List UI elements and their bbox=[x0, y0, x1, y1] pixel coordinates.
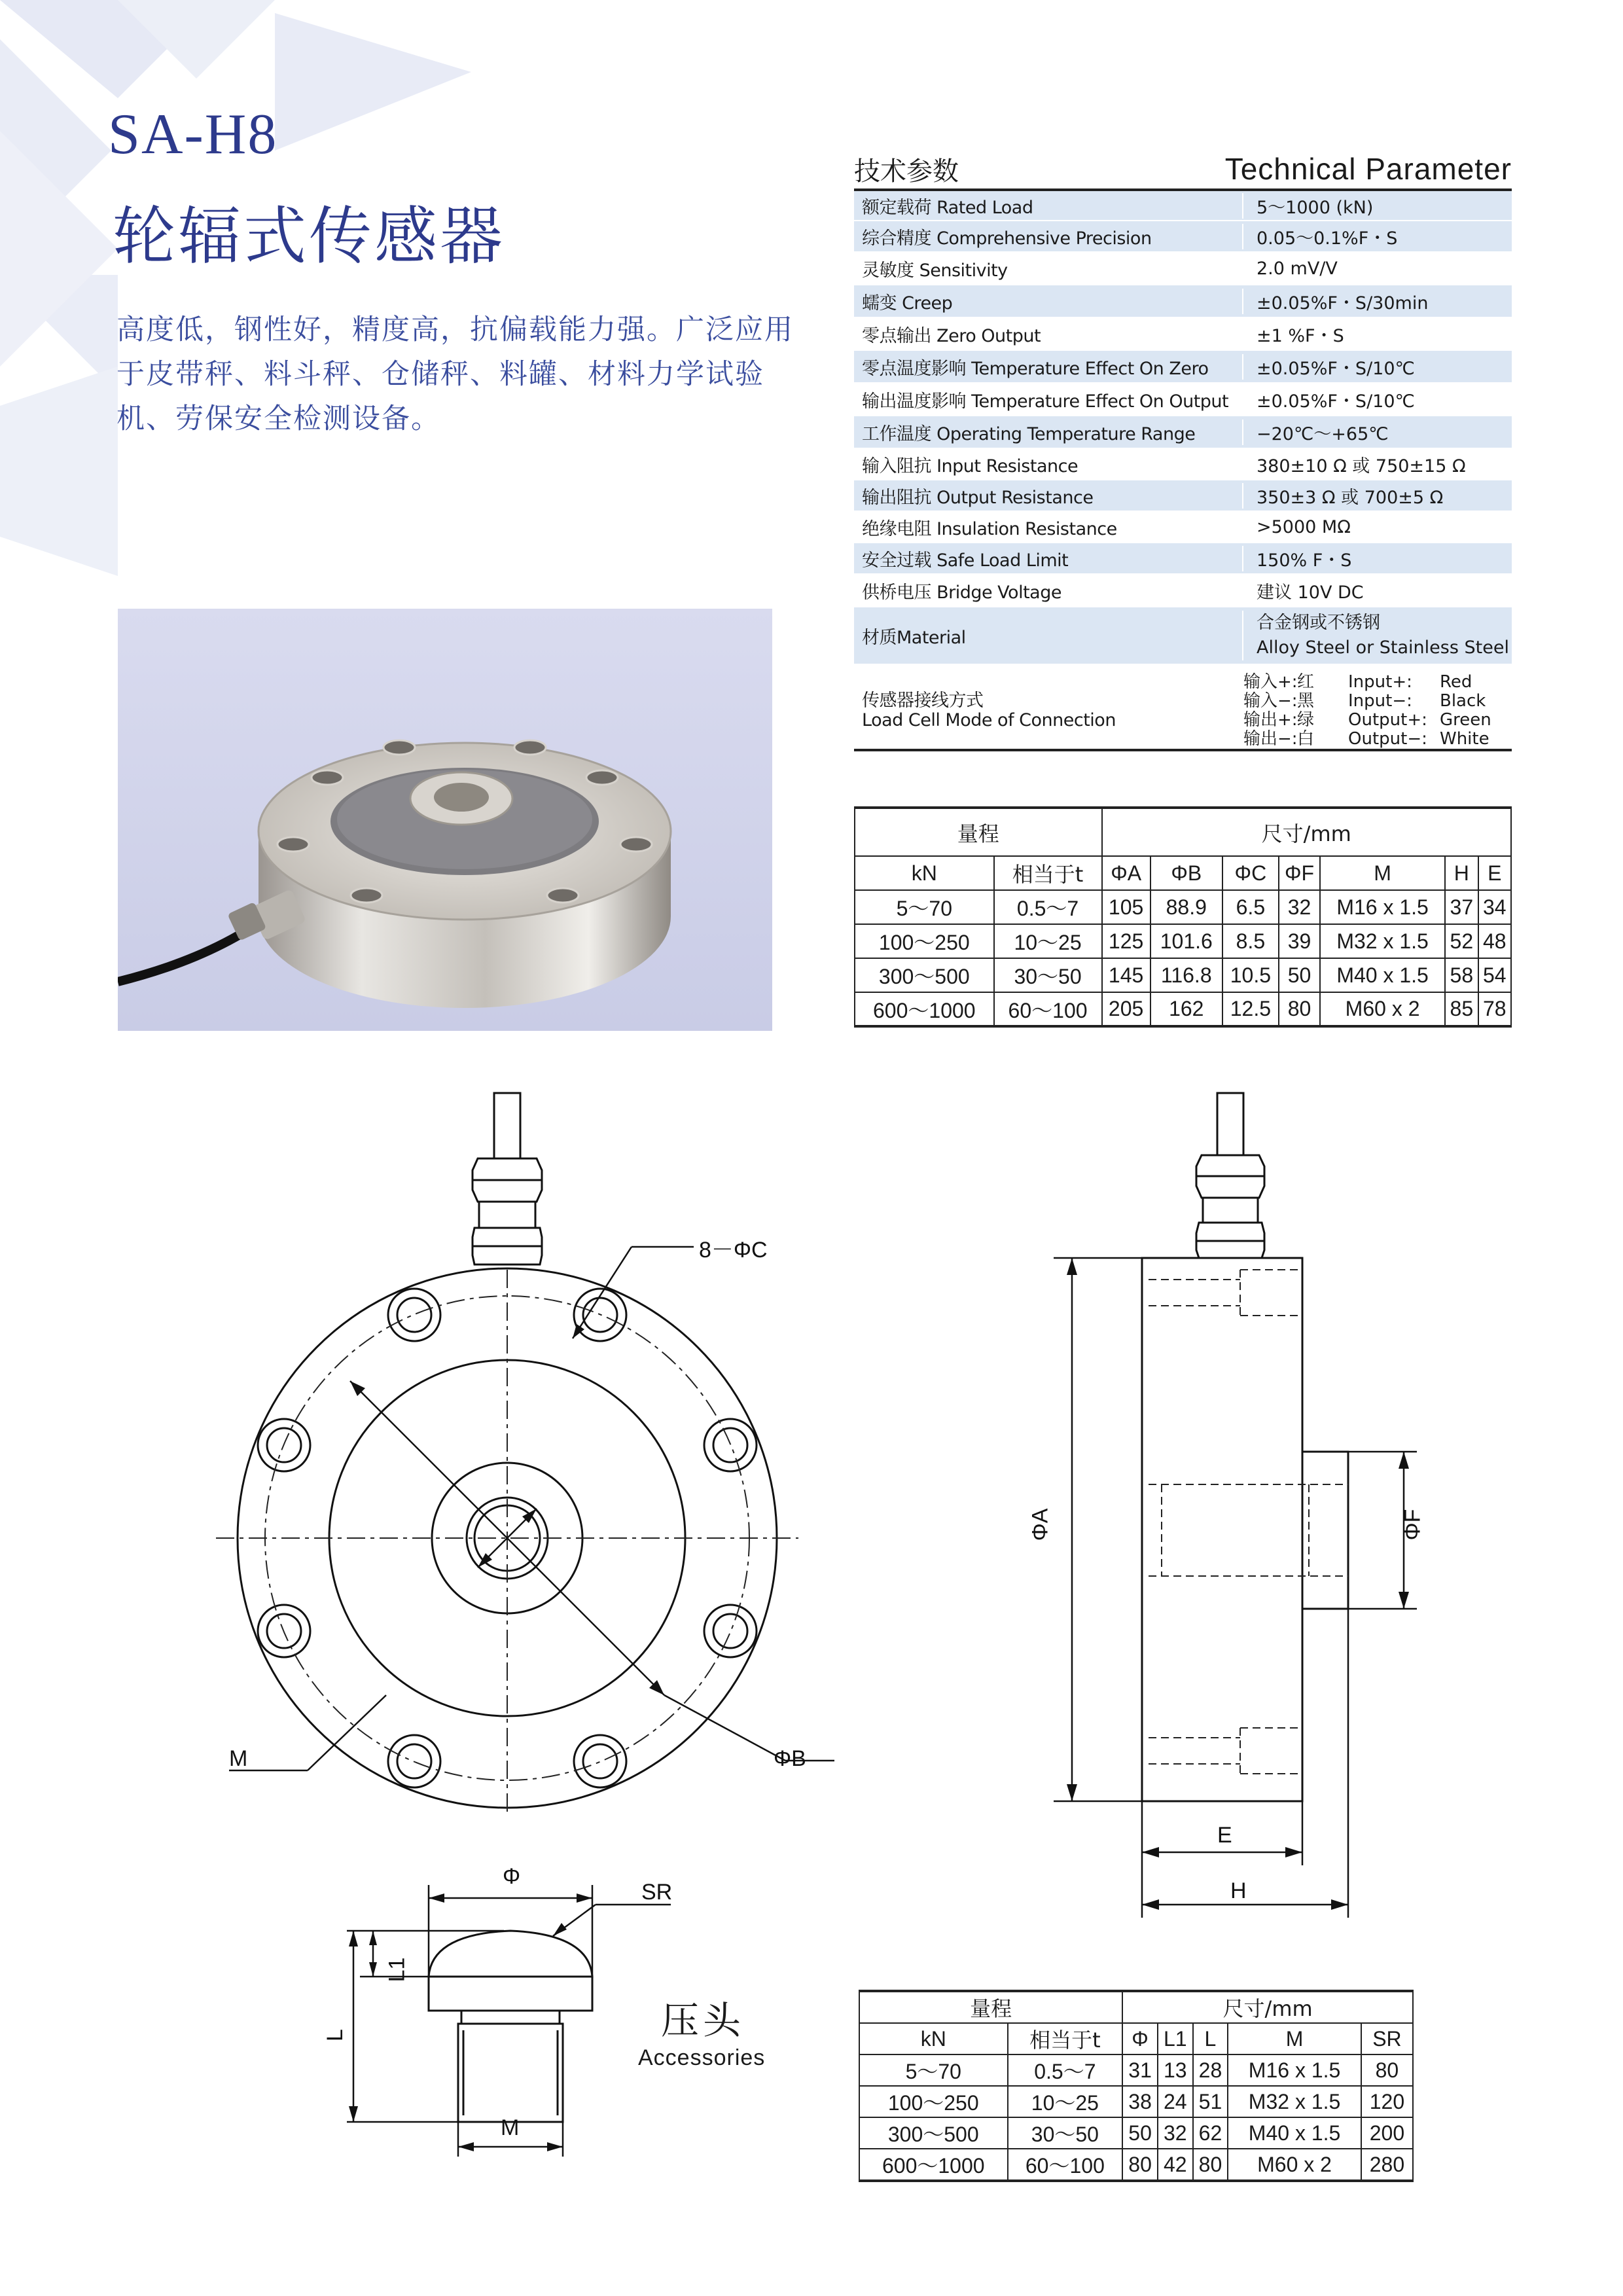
spec-row bbox=[854, 416, 1512, 449]
table-cell: 24 bbox=[1158, 2086, 1193, 2117]
table-row bbox=[855, 890, 1511, 924]
table-cell: M40 x 1.5 bbox=[1320, 958, 1445, 992]
table-cell: 0.5～7 bbox=[994, 890, 1102, 924]
table-cell: 0.5～7 bbox=[1008, 2054, 1123, 2086]
table-cell: M60 x 2 bbox=[1228, 2149, 1361, 2181]
column-header: L1 bbox=[1158, 2023, 1193, 2054]
table-header-row bbox=[859, 1991, 1413, 2023]
table-cell: 10～25 bbox=[994, 924, 1102, 958]
column-header: ΦC bbox=[1222, 856, 1279, 890]
wire-pin-cn: 输入+: bbox=[1243, 672, 1298, 692]
size-header: 尺寸/mm bbox=[1102, 808, 1512, 856]
table-cell: 300～500 bbox=[855, 958, 994, 992]
table-cell: 80 bbox=[1361, 2054, 1413, 2086]
product-description: 高度低，钢性好，精度高，抗偏载能力强。广泛应用于皮带秤、料斗秤、仓储秤、料罐、材料力学试验机、劳保安全检测设备。 bbox=[116, 314, 794, 435]
spec-row bbox=[854, 449, 1512, 480]
table-cell: 32 bbox=[1279, 890, 1320, 924]
table-cell: 125 bbox=[1102, 924, 1150, 958]
wire-pin-en: Input−: bbox=[1348, 691, 1412, 711]
table-cell: 88.9 bbox=[1150, 890, 1222, 924]
side-view-drawing bbox=[995, 1073, 1453, 1944]
wire-pin-en: Output+: bbox=[1348, 710, 1427, 730]
spec-label: 综合精度 Comprehensive Precision bbox=[862, 228, 1152, 249]
spec-label: 输入阻抗 Input Resistance bbox=[862, 456, 1079, 476]
wiring-label-cn: 传感器接线方式 bbox=[862, 691, 984, 711]
range-header: 量程 bbox=[859, 1991, 1122, 2023]
table-cell: 100～250 bbox=[855, 924, 994, 958]
wire-color-en: Green bbox=[1440, 710, 1491, 730]
column-header: L bbox=[1193, 2023, 1228, 2054]
product-photo bbox=[118, 609, 772, 1031]
spec-value: 建议 10V DC bbox=[1242, 578, 1512, 603]
spec-value: −20℃～+65℃ bbox=[1242, 420, 1512, 445]
spec-value bbox=[1242, 611, 1512, 660]
table-cell: M32 x 1.5 bbox=[1320, 924, 1445, 958]
wire-color-en: White bbox=[1440, 729, 1489, 749]
table-cell: 54 bbox=[1478, 958, 1511, 992]
table-cell: 600～1000 bbox=[855, 992, 994, 1026]
thread-m-label: M bbox=[229, 1746, 248, 1771]
table-cell: 39 bbox=[1279, 924, 1320, 958]
spec-row bbox=[854, 543, 1512, 575]
accessories-title-cn: 压头 bbox=[661, 1998, 745, 2043]
table-row bbox=[859, 2086, 1413, 2117]
spec-row bbox=[854, 253, 1512, 285]
table-cell: 10～25 bbox=[1008, 2086, 1123, 2117]
table-cell: 51 bbox=[1193, 2086, 1228, 2117]
spec-table bbox=[854, 191, 1512, 758]
spec-heading bbox=[854, 149, 1512, 191]
product-title: 轮辐式传感器 bbox=[113, 200, 505, 273]
material-cn: 合金钢或不锈钢 bbox=[1257, 613, 1380, 633]
wire-color-en: Red bbox=[1440, 672, 1472, 692]
spec-heading-cn: 技术参数 bbox=[854, 156, 959, 187]
table-cell: 48 bbox=[1478, 924, 1511, 958]
spec-row bbox=[854, 575, 1512, 607]
table-cell: 85 bbox=[1445, 992, 1478, 1026]
column-header: E bbox=[1478, 856, 1511, 890]
spec-value: 5～1000 (kN) bbox=[1242, 193, 1512, 219]
spec-label: 输出温度影响 Temperature Effect On Output bbox=[862, 391, 1229, 412]
table-cell: 30～50 bbox=[1008, 2117, 1123, 2149]
spec-label: 额定载荷 Rated Load bbox=[862, 197, 1033, 218]
table-cell: M40 x 1.5 bbox=[1228, 2117, 1361, 2149]
background-decoration bbox=[0, 0, 851, 589]
column-header: 相当于t bbox=[1008, 2023, 1123, 2054]
column-header: ΦA bbox=[1102, 856, 1150, 890]
table-cell: 42 bbox=[1158, 2149, 1193, 2181]
spec-row bbox=[854, 191, 1512, 221]
spec-label: 灵敏度 Sensitivity bbox=[862, 260, 1008, 281]
acc-phi-label: Φ bbox=[503, 1864, 521, 1889]
table-cell: 101.6 bbox=[1150, 924, 1222, 958]
table-cell: 200 bbox=[1361, 2117, 1413, 2149]
spec-value: 380±10 Ω 或 750±15 Ω bbox=[1242, 452, 1512, 477]
phi-b-label: ΦB bbox=[774, 1746, 806, 1771]
table-cell: 60～100 bbox=[994, 992, 1102, 1026]
table-cell: 58 bbox=[1445, 958, 1478, 992]
table-cell: 32 bbox=[1158, 2117, 1193, 2149]
h-label: H bbox=[1230, 1878, 1247, 1903]
table-cell: M60 x 2 bbox=[1320, 992, 1445, 1026]
accessories-title-en: Accessories bbox=[638, 2045, 766, 2070]
column-header: M bbox=[1228, 2023, 1361, 2054]
table-cell: 8.5 bbox=[1222, 924, 1279, 958]
table-cell: 37 bbox=[1445, 890, 1478, 924]
range-header: 量程 bbox=[855, 808, 1102, 856]
table-cell: 50 bbox=[1279, 958, 1320, 992]
dimension-table bbox=[854, 806, 1512, 1028]
table-cell: 12.5 bbox=[1222, 992, 1279, 1026]
table-row bbox=[859, 2149, 1413, 2181]
size-header: 尺寸/mm bbox=[1122, 1991, 1413, 2023]
spec-label: 安全过载 Safe Load Limit bbox=[862, 550, 1069, 571]
acc-l1-label: L1 bbox=[384, 1957, 410, 1982]
table-cell: 6.5 bbox=[1222, 890, 1279, 924]
acc-l-label: L bbox=[322, 2029, 348, 2041]
spec-row bbox=[854, 480, 1512, 512]
table-cell: 116.8 bbox=[1150, 958, 1222, 992]
table-cell: 100～250 bbox=[859, 2086, 1008, 2117]
table-cell: 5～70 bbox=[859, 2054, 1008, 2086]
spec-row bbox=[854, 351, 1512, 384]
table-row bbox=[855, 958, 1511, 992]
accessories-table bbox=[859, 1990, 1414, 2182]
spec-label: 材质Material bbox=[862, 627, 966, 648]
wire-color-cn: 白 bbox=[1297, 729, 1315, 749]
spec-label bbox=[854, 691, 1229, 730]
table-cell: 145 bbox=[1102, 958, 1150, 992]
wire-pin-cn: 输出+: bbox=[1243, 710, 1298, 730]
table-cell: 300～500 bbox=[859, 2117, 1008, 2149]
column-header: SR bbox=[1361, 2023, 1413, 2054]
table-cell: 38 bbox=[1122, 2086, 1158, 2117]
phi-a-label: ΦA bbox=[1027, 1508, 1053, 1541]
spec-value: ±0.05%F・S/10℃ bbox=[1242, 354, 1512, 380]
table-row bbox=[859, 2117, 1413, 2149]
spec-table-bottom-rule bbox=[854, 749, 1512, 751]
column-header: ΦF bbox=[1279, 856, 1320, 890]
wire-pin-cn: 输入−: bbox=[1243, 691, 1298, 711]
column-header: ΦB bbox=[1150, 856, 1222, 890]
column-header: 相当于t bbox=[994, 856, 1102, 890]
table-cell: 30～50 bbox=[994, 958, 1102, 992]
spec-value: >5000 MΩ bbox=[1242, 517, 1512, 537]
column-header: H bbox=[1445, 856, 1478, 890]
spec-value: 150% F・S bbox=[1242, 546, 1512, 571]
spec-row-material bbox=[854, 607, 1512, 665]
column-header: Φ bbox=[1122, 2023, 1158, 2054]
spec-value: ±0.05%F・S/10℃ bbox=[1242, 387, 1512, 412]
spec-label: 零点温度影响 Temperature Effect On Zero bbox=[862, 358, 1209, 379]
spec-row bbox=[854, 318, 1512, 351]
table-header-row bbox=[855, 808, 1511, 856]
table-cell: 5～70 bbox=[855, 890, 994, 924]
table-cell: 60～100 bbox=[1008, 2149, 1123, 2181]
table-cell: 120 bbox=[1361, 2086, 1413, 2117]
table-column-row bbox=[859, 2023, 1413, 2054]
column-header: kN bbox=[859, 2023, 1008, 2054]
table-cell: 80 bbox=[1193, 2149, 1228, 2181]
spec-label: 供桥电压 Bridge Voltage bbox=[862, 582, 1061, 603]
acc-sr-label: SR bbox=[641, 1880, 673, 1905]
table-column-row bbox=[855, 856, 1511, 890]
table-cell: 280 bbox=[1361, 2149, 1413, 2181]
spec-value: ±1 %F・S bbox=[1242, 321, 1512, 347]
table-cell: M32 x 1.5 bbox=[1228, 2086, 1361, 2117]
table-cell: 28 bbox=[1193, 2054, 1228, 2086]
table-cell: 162 bbox=[1150, 992, 1222, 1026]
phi-f-label: ΦF bbox=[1400, 1509, 1425, 1541]
spec-label: 绝缘电阻 Insulation Resistance bbox=[862, 518, 1117, 539]
material-en: Alloy Steel or Stainless Steel bbox=[1257, 637, 1509, 658]
table-row bbox=[855, 992, 1511, 1026]
spec-label: 蠕变 Creep bbox=[862, 293, 953, 314]
column-header: kN bbox=[855, 856, 994, 890]
spec-heading-en: Technical Parameter bbox=[1224, 152, 1512, 186]
table-row bbox=[855, 924, 1511, 958]
e-label: E bbox=[1217, 1823, 1232, 1848]
spec-row bbox=[854, 512, 1512, 543]
spec-value: 0.05～0.1%F・S bbox=[1242, 224, 1512, 249]
table-cell: 78 bbox=[1478, 992, 1511, 1026]
wire-color-cn: 黑 bbox=[1297, 691, 1315, 711]
spec-value: 2.0 mV/V bbox=[1242, 259, 1512, 279]
table-cell: 105 bbox=[1102, 890, 1150, 924]
table-cell: M16 x 1.5 bbox=[1228, 2054, 1361, 2086]
wire-pin-en: Input+: bbox=[1348, 672, 1412, 692]
model-number: SA-H8 bbox=[108, 103, 278, 166]
spec-row bbox=[854, 221, 1512, 253]
spec-label: 工作温度 Operating Temperature Range bbox=[862, 423, 1196, 444]
wire-pin-en: Output−: bbox=[1348, 729, 1427, 749]
front-view-drawing bbox=[209, 1086, 851, 1820]
spec-value: ±0.05%F・S/30min bbox=[1242, 289, 1512, 314]
spec-row-wiring bbox=[854, 665, 1512, 758]
table-cell: 205 bbox=[1102, 992, 1150, 1026]
wire-color-cn: 红 bbox=[1297, 672, 1315, 692]
wire-pin-cn: 输出−: bbox=[1243, 729, 1298, 749]
table-cell: 52 bbox=[1445, 924, 1478, 958]
table-cell: 31 bbox=[1122, 2054, 1158, 2086]
spec-label: 输出阻抗 Output Resistance bbox=[862, 487, 1094, 508]
acc-m-label: M bbox=[501, 2115, 520, 2140]
wiring-label-en: Load Cell Mode of Connection bbox=[862, 710, 1116, 730]
table-cell: 34 bbox=[1478, 890, 1511, 924]
wire-color-cn: 绿 bbox=[1297, 710, 1315, 730]
spec-row bbox=[854, 285, 1512, 318]
table-cell: 62 bbox=[1193, 2117, 1228, 2149]
spec-label: 零点输出 Zero Output bbox=[862, 325, 1041, 346]
holes-label: 8－ΦC bbox=[699, 1238, 768, 1263]
table-cell: 13 bbox=[1158, 2054, 1193, 2086]
table-cell: 80 bbox=[1279, 992, 1320, 1026]
table-cell: 80 bbox=[1122, 2149, 1158, 2181]
table-cell: 50 bbox=[1122, 2117, 1158, 2149]
spec-row bbox=[854, 384, 1512, 416]
wire-color-en: Black bbox=[1440, 691, 1486, 711]
wiring-table bbox=[1229, 673, 1512, 749]
table-cell: 600～1000 bbox=[859, 2149, 1008, 2181]
spec-value: 350±3 Ω 或 700±5 Ω bbox=[1242, 483, 1512, 509]
table-cell: M16 x 1.5 bbox=[1320, 890, 1445, 924]
table-row bbox=[859, 2054, 1413, 2086]
table-cell: 10.5 bbox=[1222, 958, 1279, 992]
column-header: M bbox=[1320, 856, 1445, 890]
